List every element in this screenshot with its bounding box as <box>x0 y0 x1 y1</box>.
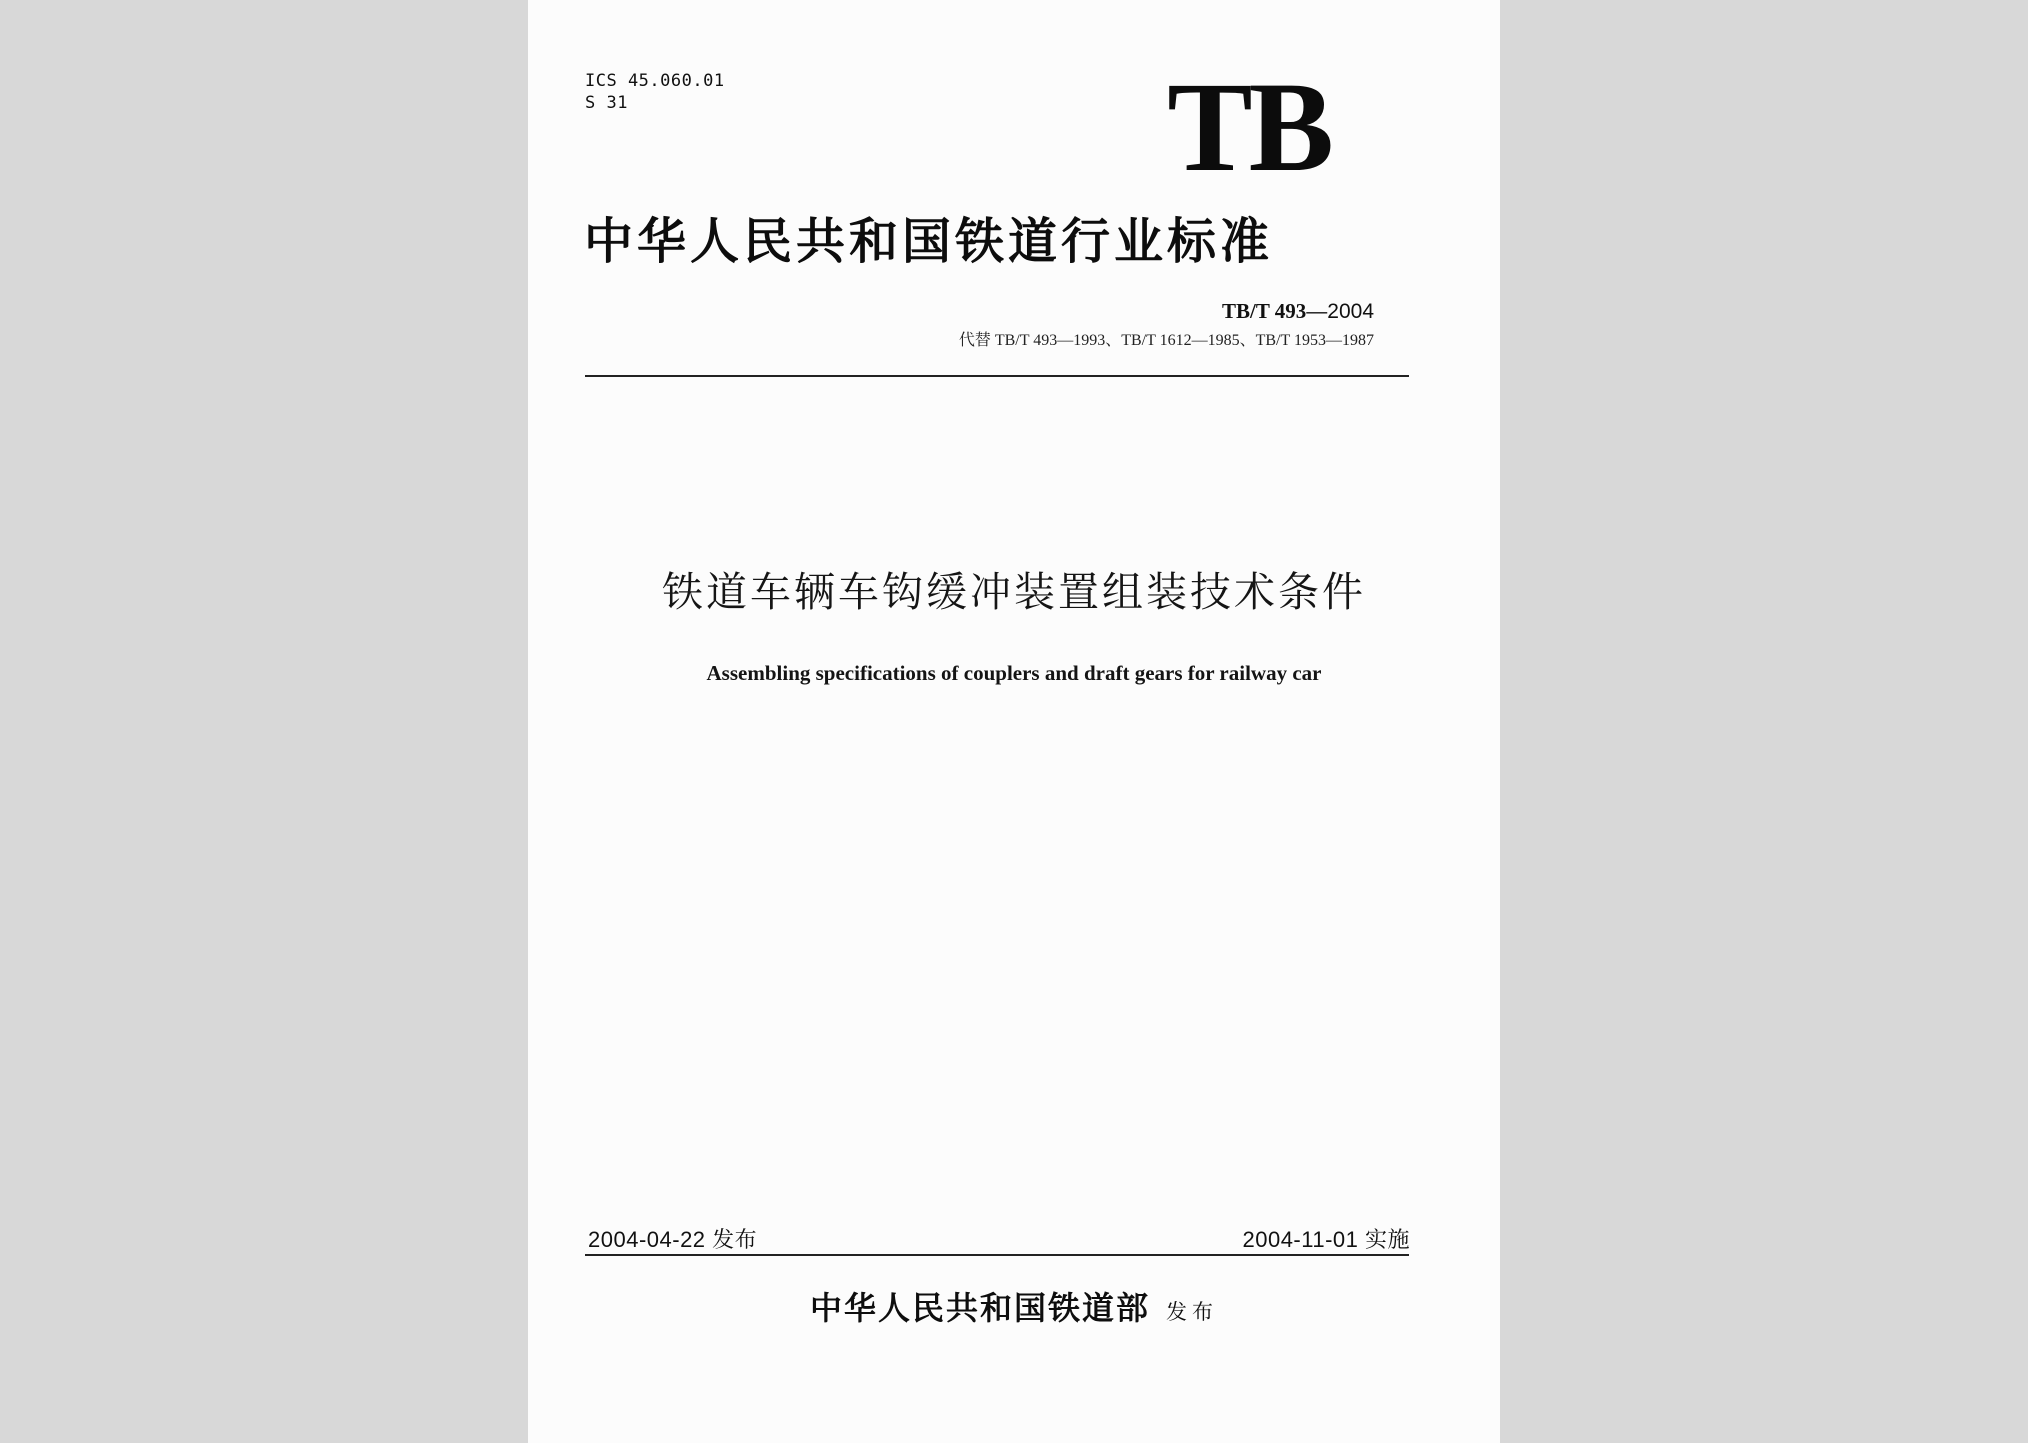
issuer-name: 中华人民共和国铁道部 <box>809 1289 1150 1327</box>
issuing-authority <box>528 1288 1500 1332</box>
replaces-standards: 代替 TB/T 493—1993、TB/T 1612—1985、TB/T 1953—1987 <box>958 332 1374 349</box>
footer-divider <box>585 1254 1409 1256</box>
document-title-english: Assembling specifications of couplers and draft gears for railway car <box>706 661 1322 685</box>
effective-date: 2004-11-01 实施 <box>1242 1227 1410 1252</box>
standard-number <box>1222 298 1374 325</box>
standard-number-prefix: TB/T 493 <box>1222 299 1307 323</box>
document-title-chinese: 铁道车辆车钩缓冲装置组装技术条件 <box>662 568 1366 616</box>
ics-code: ICS 45.060.01 <box>585 71 725 91</box>
standard-number-year: —2004 <box>1306 300 1374 323</box>
ccs-code: S 31 <box>585 93 628 113</box>
ics-classification <box>585 70 725 114</box>
header-divider <box>585 375 1409 377</box>
tb-logo: TB <box>1167 56 1330 198</box>
issuer-suffix: 发布 <box>1166 1300 1218 1324</box>
document-page <box>528 0 1500 1443</box>
issue-date: 2004-04-22 发布 <box>588 1227 758 1252</box>
standard-organization: 中华人民共和国铁道行业标准 <box>584 212 1274 270</box>
